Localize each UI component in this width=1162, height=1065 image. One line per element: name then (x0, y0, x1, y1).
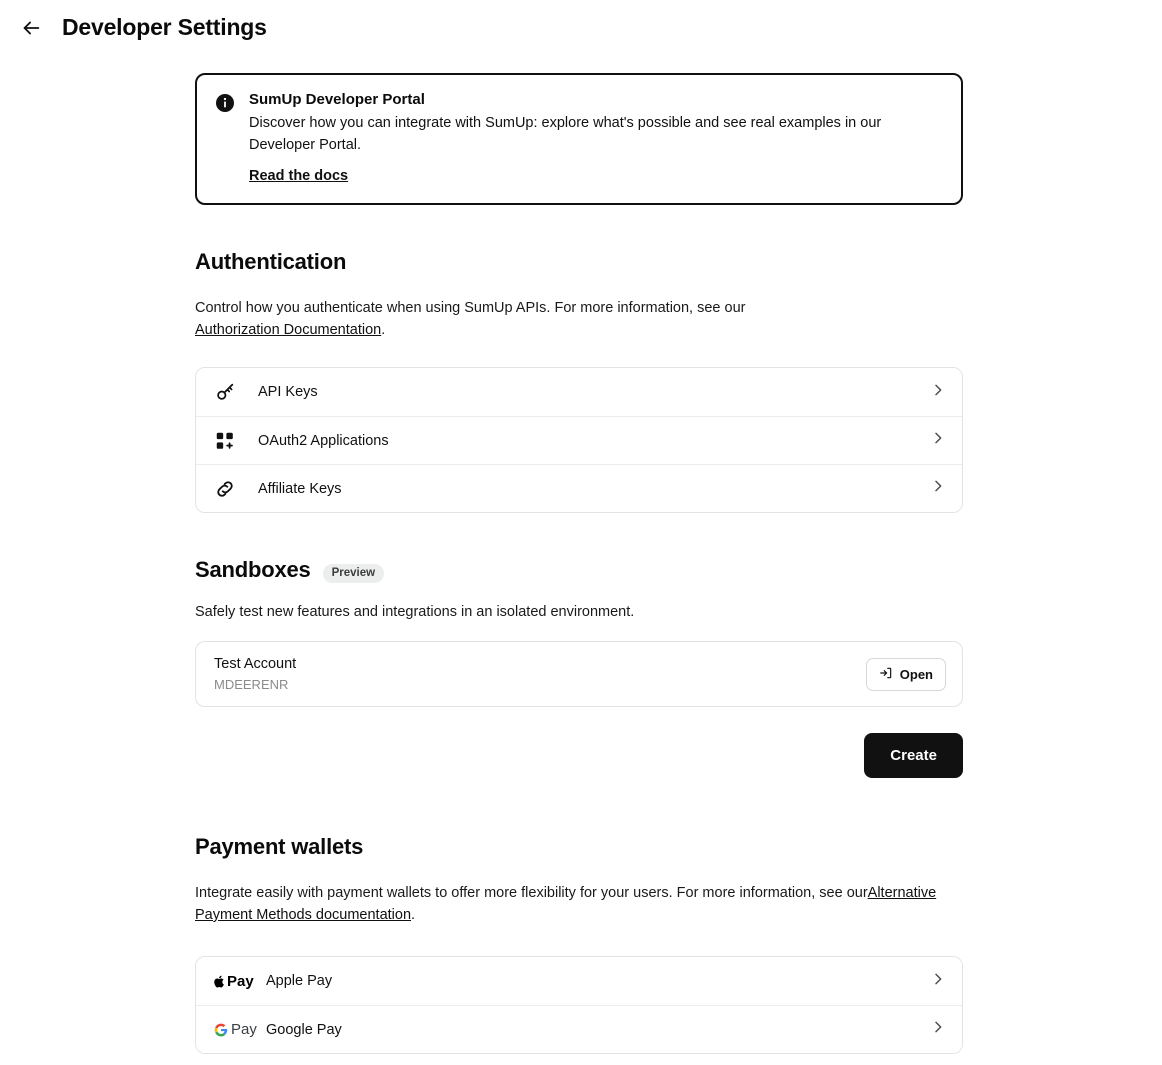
list-item-label: Apple Pay (266, 973, 333, 989)
sandbox-account-card (195, 641, 963, 707)
page-title: Developer Settings (62, 14, 267, 40)
banner-text: Discover how you can integrate with SumUp: explore what's possible and see real examples in our Developer Portal. (249, 115, 882, 153)
sandbox-account-info (214, 656, 866, 692)
arrow-left-icon (20, 17, 42, 39)
sandboxes-heading: Sandboxes (195, 557, 311, 582)
list-item-label: Google Pay (266, 1021, 342, 1038)
list-item-api-keys[interactable] (196, 368, 962, 416)
read-the-docs-link[interactable]: Read the docs (249, 168, 349, 184)
back-button[interactable] (18, 15, 44, 41)
authentication-description-text: Control how you authenticate when using SumUp APIs. For more information, see our (195, 300, 746, 316)
payment-wallets-description (195, 882, 963, 926)
apple-pay-wordmark: Pay (227, 972, 254, 990)
apps-plus-icon (214, 430, 240, 452)
content-column (195, 73, 963, 1054)
developer-portal-banner (195, 73, 963, 205)
list-item-apple-pay[interactable] (196, 957, 962, 1005)
open-sandbox-label: Open (899, 666, 933, 682)
sandboxes-description: Safely test new features and integrations in an isolated environment. (195, 604, 635, 620)
status-badge: Preview (323, 564, 384, 583)
key-icon (214, 381, 240, 403)
external-open-icon (879, 666, 893, 683)
list-item-label: Affiliate Keys (258, 480, 342, 497)
payment-wallets-heading: Payment wallets (195, 834, 364, 859)
open-sandbox-button[interactable] (866, 658, 946, 691)
payment-wallets-list (195, 956, 963, 1054)
chevron-right-icon (930, 382, 946, 403)
authorization-documentation-link[interactable]: Authorization Documentation (195, 322, 382, 338)
sandboxes-heading-row (195, 557, 963, 583)
google-pay-wordmark: Pay (231, 1021, 257, 1038)
chevron-right-icon (930, 971, 946, 992)
link-icon (214, 478, 240, 500)
list-item-affiliate-keys[interactable] (196, 464, 962, 512)
payment-wallets-description-text: Integrate easily with payment wallets to offer more flexibility for your users. For more information, see our (195, 885, 868, 901)
sandbox-account-name: Test Account (214, 656, 297, 672)
alternative-payment-methods-link[interactable]: Alternative Payment Methods documentation (195, 885, 937, 923)
authentication-heading: Authentication (195, 249, 347, 274)
list-item-label: API Keys (258, 384, 318, 400)
authentication-list (195, 367, 963, 513)
banner-body (249, 91, 943, 185)
list-item-google-pay[interactable] (196, 1005, 962, 1053)
chevron-right-icon (930, 478, 946, 499)
info-icon (215, 93, 235, 113)
apple-pay-icon (214, 973, 258, 990)
google-pay-icon (214, 1021, 258, 1038)
chevron-right-icon (930, 1019, 946, 1040)
authentication-description-period: . (381, 322, 386, 338)
sandbox-account-id: MDEERENR (214, 677, 289, 692)
payment-wallets-description-period: . (411, 907, 416, 923)
list-item-oauth2-applications[interactable] (196, 416, 962, 464)
create-button[interactable]: Create (864, 733, 963, 778)
create-sandbox-row (195, 733, 963, 778)
list-item-label: OAuth2 Applications (258, 432, 389, 449)
page-header (0, 0, 1162, 51)
banner-title: SumUp Developer Portal (249, 91, 425, 108)
chevron-right-icon (930, 430, 946, 451)
authentication-description (195, 297, 963, 341)
